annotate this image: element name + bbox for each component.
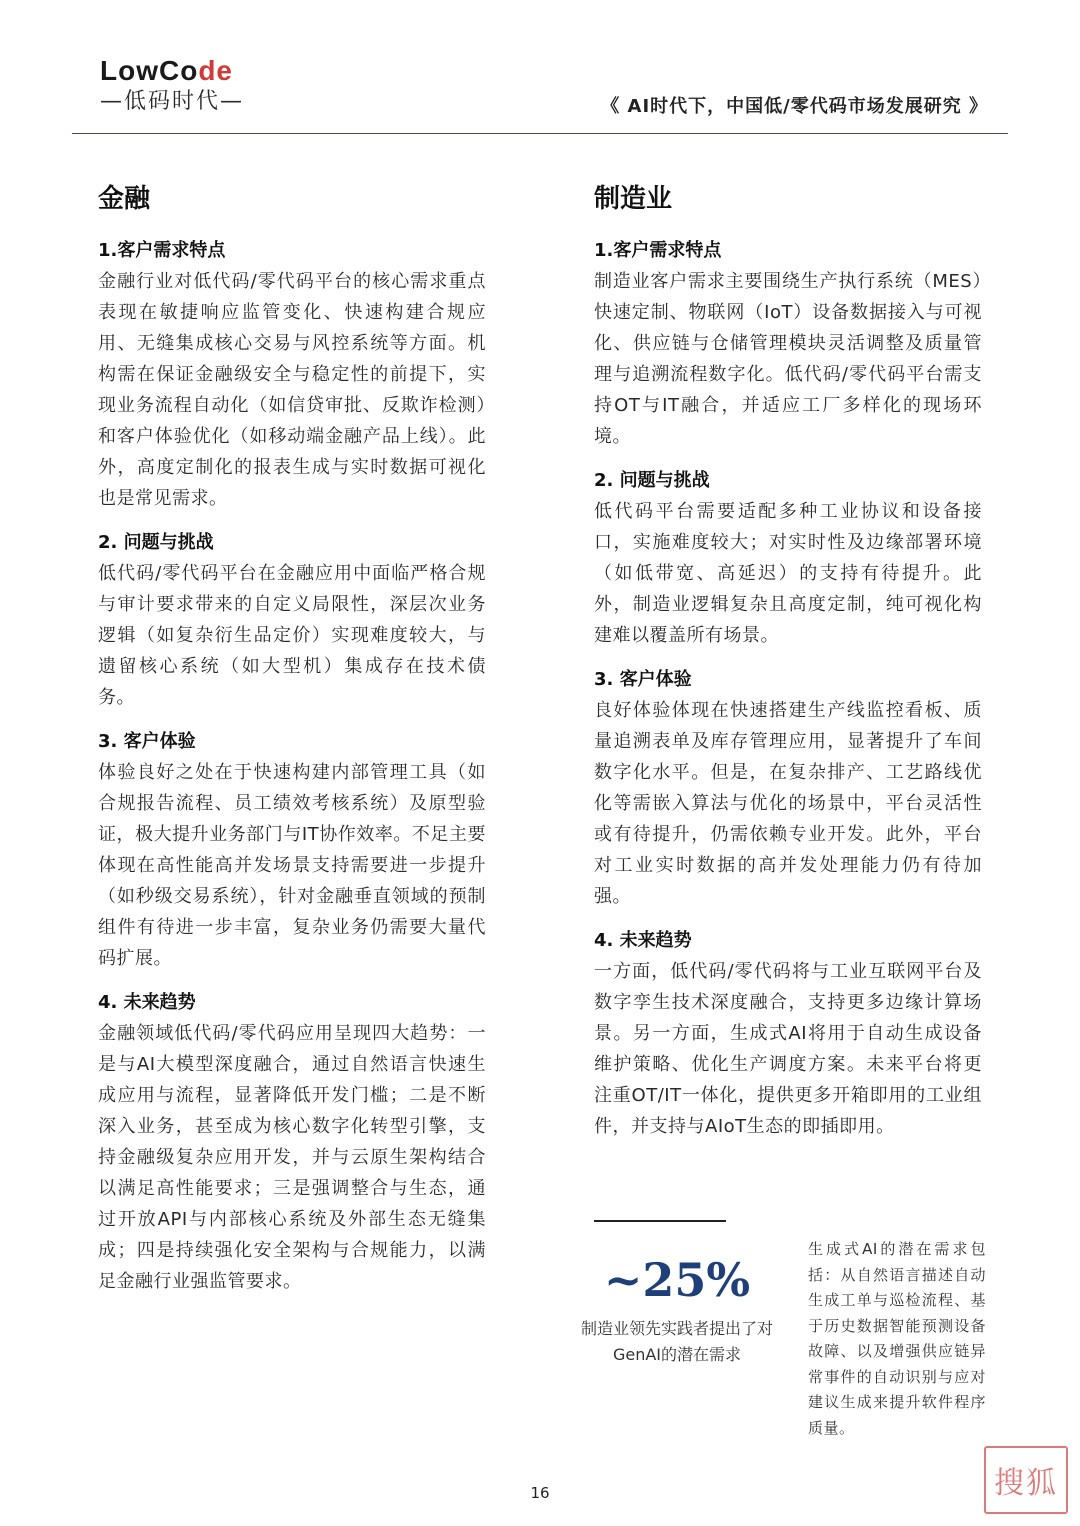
callout-divider: [594, 1220, 726, 1222]
finance-column: [98, 182, 486, 1313]
finance-body-needs: 金融行业对低代码/零代码平台的核心需求重点表现在敏捷响应监管变化、快速构建合规应用、无缝集成核心交易与风控系统等方面。机构需在保证金融级安全与稳定性的前提下，实现业务流程自动化（如信贷审批、反欺诈检测）和客户体验优化（如移动端金融产品上线）。此外，高度定制化的报表生成与实时数据可视化也是常见需求。: [98, 271, 486, 509]
logo-sub-text: —低码时代—: [100, 89, 245, 114]
header-divider: [72, 133, 1008, 134]
stat-caption: 制造业领先实践者提出了对GenAI的潜在需求: [580, 1319, 773, 1364]
report-title: 《 AI时代下，中国低/零代码市场发展研究 》: [601, 96, 988, 117]
logo-main-text: LowCode: [100, 55, 233, 86]
manufacturing-title: 制造业: [594, 184, 673, 214]
finance-heading-challenges: 2. 问题与挑战: [98, 532, 214, 553]
stat-value: ~25%: [603, 1253, 751, 1307]
finance-body-challenges: 低代码/零代码平台在金融应用中面临严格合规与审计要求带来的自定义局限性，深层次业务逻辑（如复杂衍生品定价）实现难度较大，与遗留核心系统（如大型机）集成存在技术债务。: [98, 563, 486, 708]
finance-title: 金融: [98, 184, 151, 214]
manufacturing-body-experience: 良好体验体现在快速搭建生产线监控看板、质量追溯表单及库存管理应用，显著提升了车间数字化水平。但是，在复杂排产、工艺路线优化等需嵌入算法与优化的场景中，平台灵活性或有待提升，仍需依赖专业开发。此外，平台对工业实时数据的高并发处理能力仍有待加强。: [594, 700, 982, 907]
genai-side-note: 生成式AI的潜在需求包括：从自然语言描述自动生成工单与巡检流程、基于历史数据智能预测设备故障、以及增强供应链异常事件的自动识别与应对建议生成来提升软件程序质量。: [808, 1240, 986, 1437]
manufacturing-heading-trends: 4. 未来趋势: [594, 930, 692, 951]
manufacturing-body-trends: 一方面，低代码/零代码将与工业互联网平台及数字孪生技术深度融合，支持更多边缘计算场景。另一方面，生成式AI将用于自动生成设备维护策略、优化生产调度方案。未来平台将更注重OT/IT一体化，提供更多开箱即用的工业组件，并支持与AIoT生态的即插即用。: [594, 961, 982, 1137]
finance-body-experience: 体验良好之处在于快速构建内部管理工具（如合规报告流程、员工绩效考核系统）及原型验证，极大提升业务部门与IT协作效率。不足主要体现在高性能高并发场景支持需要进一步提升（如秒级交易系统），针对金融垂直领域的预制组件有待进一步丰富，复杂业务仍需要大量代码扩展。: [98, 762, 486, 969]
manufacturing-heading-challenges: 2. 问题与挑战: [594, 470, 710, 491]
manufacturing-body-needs: 制造业客户需求主要围绕生产执行系统（MES）快速定制、物联网（IoT）设备数据接入与可视化、供应链与仓储管理模块灵活调整及质量管理与追溯流程数字化。低代码/零代码平台需支持OT与IT融合，并适应工厂多样化的现场环境。: [594, 271, 982, 447]
logo: [100, 56, 244, 114]
watermark-stamp: 搜狐: [984, 1446, 1068, 1514]
page-number: 16: [530, 1484, 550, 1502]
manufacturing-column: [594, 182, 982, 1158]
stat-callout: [566, 1252, 788, 1368]
finance-body-trends: 金融领域低代码/零代码应用呈现四大趋势：一是与AI大模型深度融合，通过自然语言快速生成应用与流程，显著降低开发门槛；二是不断深入业务，甚至成为核心数字化转型引擎，支持金融级复杂应用开发，并与云原生架构结合以满足高性能要求；三是强调整合与生态，通过开放API与内部核心系统及外部生态无缝集成；四是持续强化安全架构与合规能力，以满足金融行业强监管要求。: [98, 1023, 486, 1292]
manufacturing-body-challenges: 低代码平台需要适配多种工业协议和设备接口，实施难度较大；对实时性及边缘部署环境（如低带宽、高延迟）的支持有待提升。此外，制造业逻辑复杂且高度定制，纯可视化构建难以覆盖所有场景。: [594, 501, 982, 646]
finance-heading-experience: 3. 客户体验: [98, 731, 196, 752]
finance-heading-needs: 1.客户需求特点: [98, 240, 226, 261]
manufacturing-heading-experience: 3. 客户体验: [594, 669, 692, 690]
manufacturing-heading-needs: 1.客户需求特点: [594, 240, 722, 261]
finance-heading-trends: 4. 未来趋势: [98, 992, 196, 1013]
